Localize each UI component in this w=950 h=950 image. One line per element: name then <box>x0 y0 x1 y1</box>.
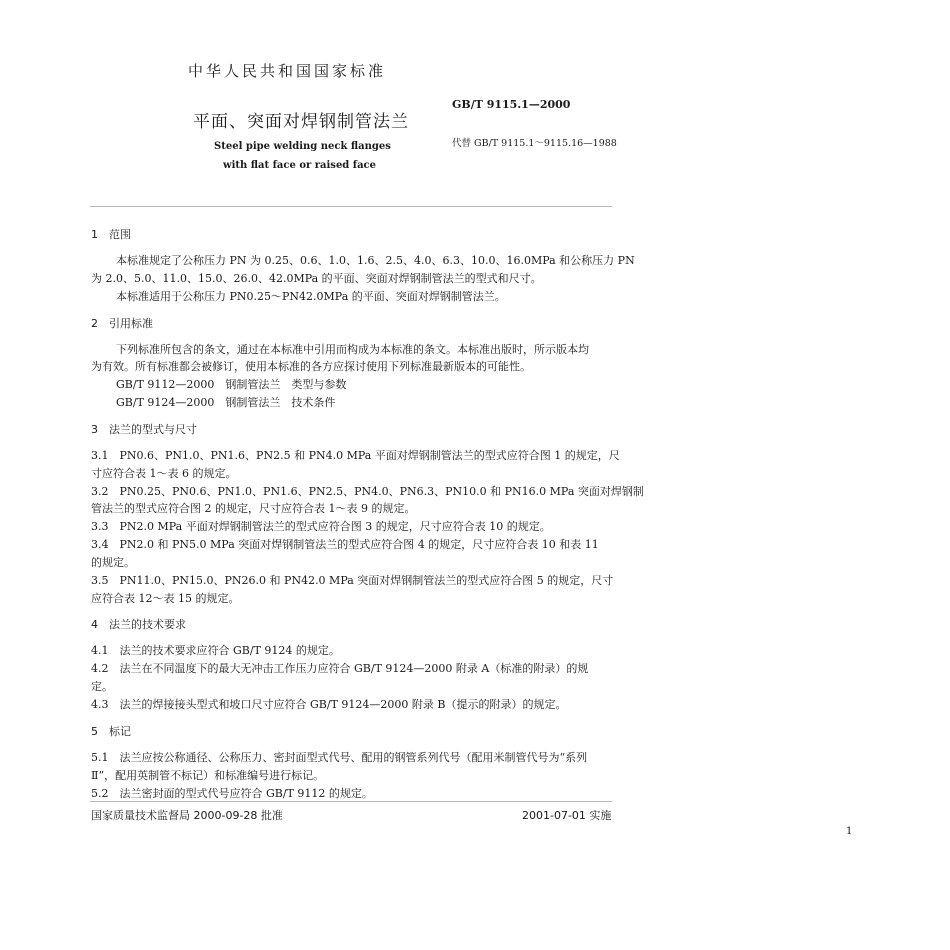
section-title: 范围 <box>109 228 131 241</box>
clause-line: 4.2 法兰在不同温度下的最大无冲击工作压力应符合 GB/T 9124—2000 附录 A（标准的附录）的规 <box>91 662 589 675</box>
section-number: 5 <box>91 725 98 738</box>
paragraph-line: 本标准适用于公称压力 PN0.25～PN42.0MPa 的平面、突面对焊钢制管法兰。 <box>116 290 506 303</box>
standard-type-heading: 中华人民共和国国家标准 <box>188 62 387 80</box>
clause-line: 3.3 PN2.0 MPa 平面对焊钢制管法兰的型式应符合图 3 的规定，尺寸应符合表 10 的规定。 <box>91 520 551 533</box>
clause-line: 3.5 PN11.0、PN15.0、PN26.0 和 PN42.0 MPa 突面对焊钢制管法兰的型式应符合图 5 的规定，尺寸 <box>91 574 614 587</box>
section-4-heading <box>91 616 186 632</box>
document-title: 平面、突面对焊钢制管法兰 <box>193 112 409 132</box>
paragraph-line: 为 2.0、5.0、11.0、15.0、26.0、42.0MPa 的平面、突面对焊钢制管法兰的型式和尺寸。 <box>91 272 542 285</box>
section-3-heading <box>91 421 197 437</box>
approval-date: 国家质量技术监督局 2000-09-28 批准 <box>91 809 283 822</box>
clause-line: 定。 <box>91 680 113 693</box>
section-number: 3 <box>91 423 98 436</box>
clause-line: 应符合表 12～表 15 的规定。 <box>91 592 240 605</box>
section-2-heading <box>91 315 153 331</box>
clause-line: 3.4 PN2.0 和 PN5.0 MPa 突面对焊钢制管法兰的型式应符合图 4 的规定，尺寸应符合表 10 和表 11 <box>91 538 599 551</box>
effective-date: 2001-07-01 实施 <box>522 809 612 822</box>
paragraph-line: 本标准规定了公称压力 PN 为 0.25、0.6、1.0、1.6、2.5、4.0、6.3、10.0、16.0MPa 和公称压力 PN <box>116 254 635 267</box>
clause-line: 5.1 法兰应按公称通径、公称压力、密封面型式代号、配用的钢管系列代号（配用米制管代号为“系列 <box>91 751 588 764</box>
clause-line: 3.1 PN0.6、PN1.0、PN1.6、PN2.5 和 PN4.0 MPa 平面对焊钢制管法兰的型式应符合图 1 的规定，尺 <box>91 449 620 462</box>
footer-divider <box>90 801 612 802</box>
clause-line: 的规定。 <box>91 556 135 569</box>
reference-item: GB/T 9112—2000 钢制管法兰 类型与参数 <box>116 378 347 391</box>
reference-item: GB/T 9124—2000 钢制管法兰 技术条件 <box>116 396 336 409</box>
replaces-note: 代替 GB/T 9115.1～9115.16—1988 <box>452 138 617 149</box>
section-title: 引用标准 <box>109 317 153 330</box>
english-title-line-1: Steel pipe welding neck flanges <box>214 141 391 152</box>
clause-line: 管法兰的型式应符合图 2 的规定，尺寸应符合表 1～表 9 的规定。 <box>91 502 416 515</box>
english-title-line-2: with flat face or raised face <box>223 160 377 171</box>
clause-line: Ⅱ”，配用英制管不标记）和标准编号进行标记。 <box>91 769 325 782</box>
paragraph-line: 下列标准所包含的条文，通过在本标准中引用而构成为本标准的条文。本标准出版时，所示版本均 <box>116 343 589 356</box>
clause-line: 4.3 法兰的焊接接头型式和坡口尺寸应符合 GB/T 9124—2000 附录 B（提示的附录）的规定。 <box>91 698 567 711</box>
paragraph-line: 为有效。所有标准都会被修订，使用本标准的各方应探讨使用下列标准最新版本的可能性。 <box>91 360 531 373</box>
clause-line: 4.1 法兰的技术要求应符合 GB/T 9124 的规定。 <box>91 644 340 657</box>
clause-line: 3.2 PN0.25、PN0.6、PN1.0、PN1.6、PN2.5、PN4.0、PN6.3、PN10.0 和 PN16.0 MPa 突面对焊钢制 <box>91 485 644 498</box>
section-title: 法兰的型式与尺寸 <box>109 423 197 436</box>
clause-line: 寸应符合表 1～表 6 的规定。 <box>91 467 237 480</box>
section-number: 1 <box>91 228 98 241</box>
section-1-heading <box>91 226 131 242</box>
header-divider <box>90 206 612 207</box>
section-number: 4 <box>91 618 98 631</box>
section-title: 标记 <box>109 725 131 738</box>
clause-line: 5.2 法兰密封面的型式代号应符合 GB/T 9112 的规定。 <box>91 787 373 800</box>
section-number: 2 <box>91 317 98 330</box>
section-5-heading <box>91 723 131 739</box>
standard-number: GB/T 9115.1—2000 <box>452 98 571 111</box>
section-title: 法兰的技术要求 <box>109 618 186 631</box>
page-number: 1 <box>846 826 853 837</box>
